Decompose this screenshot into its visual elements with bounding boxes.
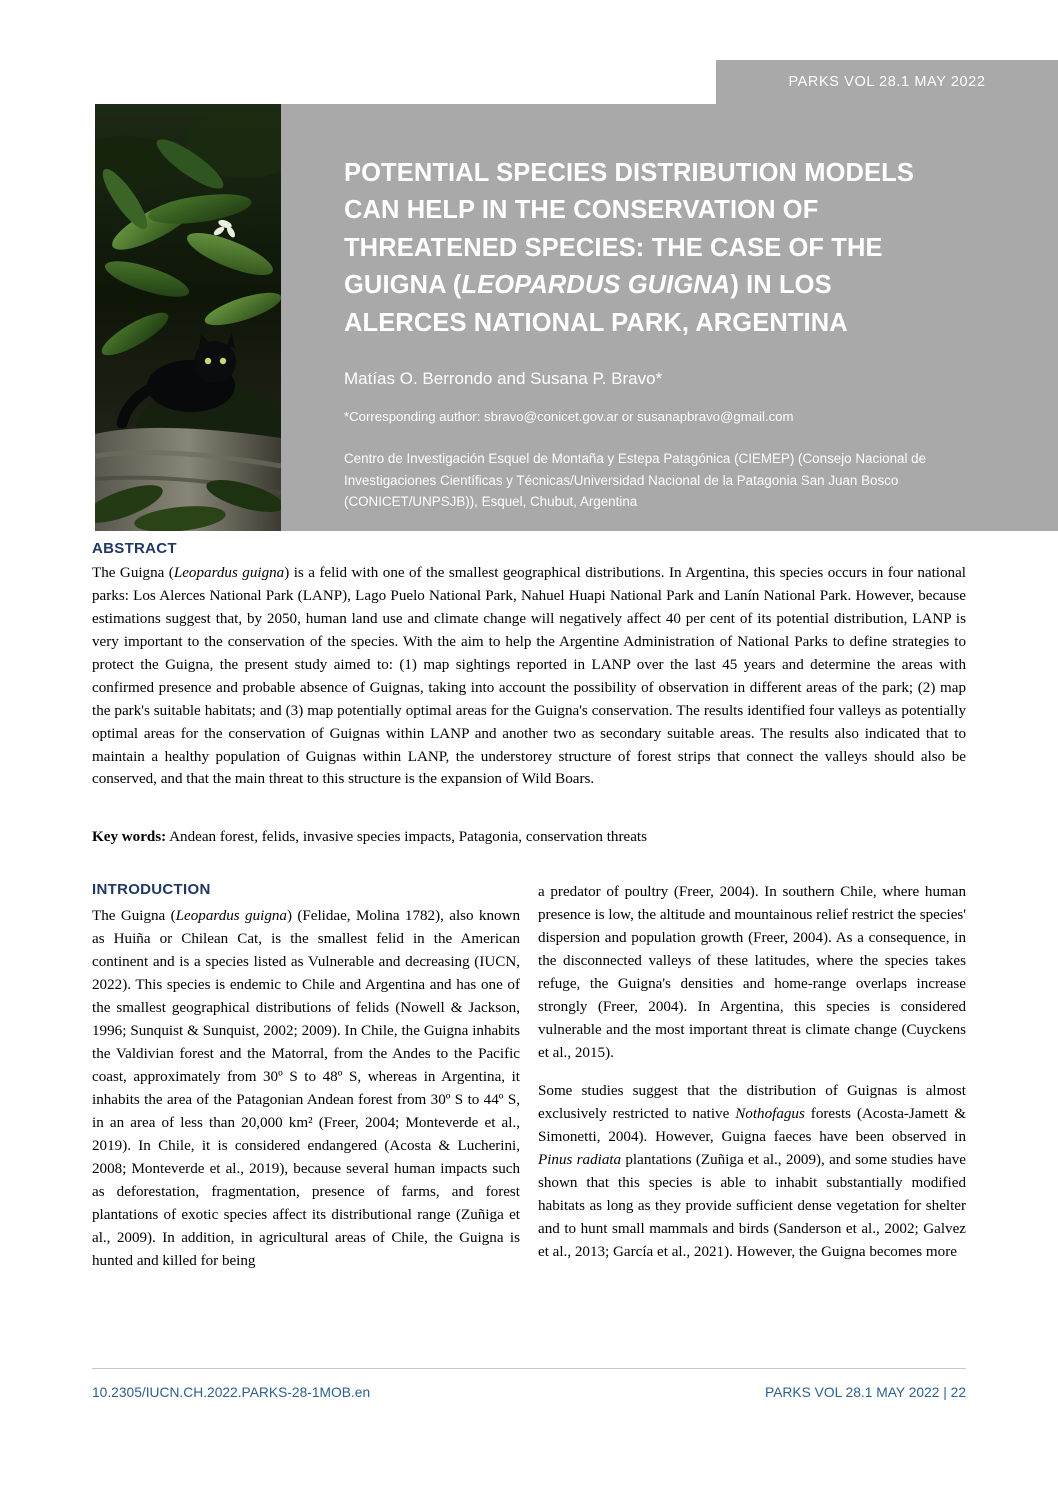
introduction-heading: INTRODUCTION bbox=[92, 881, 211, 898]
intro-right-genus-name: Nothofagus bbox=[735, 1106, 805, 1123]
title-line-1: POTENTIAL SPECIES DISTRIBUTION MODELS bbox=[344, 159, 914, 187]
intro-right-pine-name: Pinus radiata bbox=[538, 1152, 622, 1169]
title-block bbox=[344, 155, 954, 342]
keywords-label: Key words: bbox=[92, 829, 167, 845]
abstract-text bbox=[92, 562, 966, 791]
journal-banner-text: PARKS VOL 28.1 MAY 2022 bbox=[788, 74, 986, 90]
intro-right-paragraph-1: a predator of poultry (Freer, 2004). In southern Chile, where human presence is low, the altitude and mountainous relief restrict the species' dispersion and population growth (Freer, 2004). As a consequence, in the disconnected valleys of these latitudes, where the species takes refuge, the Guigna's densities and home-range overlaps increase strongly (Freer, 2004). In Argentina, this species is considered vulnerable and the most important threat is climate change (Cuyckens et al., 2015). bbox=[538, 884, 966, 1062]
footer-page-info: PARKS VOL 28.1 MAY 2022 | 22 bbox=[765, 1385, 966, 1400]
header-left-notch-lower bbox=[0, 426, 95, 531]
intro-left-paragraph bbox=[92, 905, 520, 1273]
intro-left-part1: The Guigna ( bbox=[92, 908, 176, 924]
cover-photo bbox=[95, 104, 281, 531]
intro-right-paragraph-2 bbox=[538, 1080, 966, 1264]
authors: Matías O. Berrondo and Susana P. Bravo* bbox=[344, 369, 663, 388]
abstract-text-part1: The Guigna ( bbox=[92, 565, 174, 581]
keywords-value: Andean forest, felids, invasive species impacts, Patagonia, conservation threats bbox=[166, 829, 647, 845]
keywords bbox=[92, 829, 966, 846]
intro-left-species-name: Leopardus guigna bbox=[175, 908, 287, 924]
introduction-column-right bbox=[538, 881, 966, 1279]
footer-divider bbox=[92, 1368, 966, 1369]
journal-banner bbox=[716, 60, 1058, 104]
abstract-heading: ABSTRACT bbox=[92, 540, 177, 557]
title-line-2: CAN HELP IN THE CONSERVATION OF bbox=[344, 196, 819, 225]
introduction-column-left bbox=[92, 905, 520, 1288]
intro-right-part1: Some studies suggest that the distribution of Guignas is almost exclusively restricted to native bbox=[538, 1083, 966, 1123]
title-line-4b: ) IN LOS bbox=[730, 271, 832, 300]
page-title bbox=[344, 155, 954, 342]
intro-left-part2: ) (Felidae, Molina 1782), also known as Huiña or Chilean Cat, is the smallest felid in the American continent and is a species listed as Vulnerable and decreasing (IUCN, 2022). This species is endemic to Chile and Argentina and has one of the smallest geographical distributions of felids (Nowell & Jackson, 1996; Sunquist & Sunquist, 2002; 2009). In Chile, the Guigna inhabits the Valdivian forest and the Matorral, from the Andes to the Pacific coast, approximately from 30º S to 48º S, whereas in Argentina, it inhabits the area of the Patagonian Andean forest from 30º S to 44º S, in an area of less than 20,000 km² (Freer, 2004; Monteverde et al., 2019). In Chile, it is considered endangered (Acosta & Lucherini, 2008; Monteverde et al., 2019), because several human impacts such as deforestation, fragmentation, presence of farms, and forest plantations of exotic species affect its distributional range (Zuñiga et al., 2009). In addition, in agricultural areas of Chile, the Guigna is hunted and killed for being bbox=[92, 908, 521, 1270]
abstract-text-part2: ) is a felid with one of the smallest geographical distributions. In Argentina, this species occurs in four national parks: Los Alerces National Park (LANP), Lago Puelo National Park, Nahuel Huapi National Park and Lanín National Park. However, because estimations suggest that, by 2050, human land use and climate change will negatively affect 40 per cent of its potential distribution, LANP is very important to the conservation of the species. With the aim to help the Argentine Administration of National Parks to define strategies to protect the Guigna, the present study aimed to: (1) map sightings reported in LANP over the last 45 years and determine the areas with confirmed presence and probable absence of Guignas, taking into account the possibility of observation in different areas of the park; (2) map the park's suitable habitats; and (3) map potentially optimal areas for the Guigna's conservation. The results identified four valleys as potentially optimal areas for the conservation of Guignas within LANP and another two as secondary suitable areas. The results also indicated that to maintain a healthy population of Guignas within LANP, the understorey structure of forest strips that connect the valleys should also be conserved, and that the main threat to this structure is the expansion of Wild Boars. bbox=[92, 565, 966, 788]
title-line-3: THREATENED SPECIES: THE CASE OF THE bbox=[344, 233, 883, 262]
intro-right-part2: forests (Acosta-Jamett & Simonetti, 2004). However, Guigna faeces have been observed in bbox=[538, 1106, 966, 1146]
footer-doi[interactable]: 10.2305/IUCN.CH.2022.PARKS-28-1MOB.en bbox=[92, 1385, 371, 1400]
title-line-5: ALERCES NATIONAL PARK, ARGENTINA bbox=[344, 308, 848, 337]
header-left-notch bbox=[0, 104, 95, 426]
abstract-species-name: Leopardus guigna bbox=[173, 565, 285, 581]
title-species-name: LEOPARDUS GUIGNA bbox=[461, 271, 731, 300]
intro-right-part3: plantations (Zuñiga et al., 2009), and some studies have shown that this species is able to inhabit substantially modified habitats as long as they provide sufficient dense vegetation for shelter and to hunt small mammals and birds (Sanderson et al., 2002; Galvez et al., 2013; García et al., 2021). However, the Guigna becomes more bbox=[538, 1152, 966, 1261]
corresponding-author: *Corresponding author: sbravo@conicet.gov.ar or susanapbravo@gmail.com bbox=[344, 409, 794, 424]
affiliation: Centro de Investigación Esquel de Montaña y Estepa Patagónica (CIEMEP) (Consejo Nacional de Investigaciones Científicas y Técnicas/Universidad Nacional de la Patagonia San Juan Bosco (CONICET/UNPSJB)), Esquel, Chubut, Argentina bbox=[344, 451, 927, 510]
title-line-4a: GUIGNA ( bbox=[344, 271, 462, 300]
